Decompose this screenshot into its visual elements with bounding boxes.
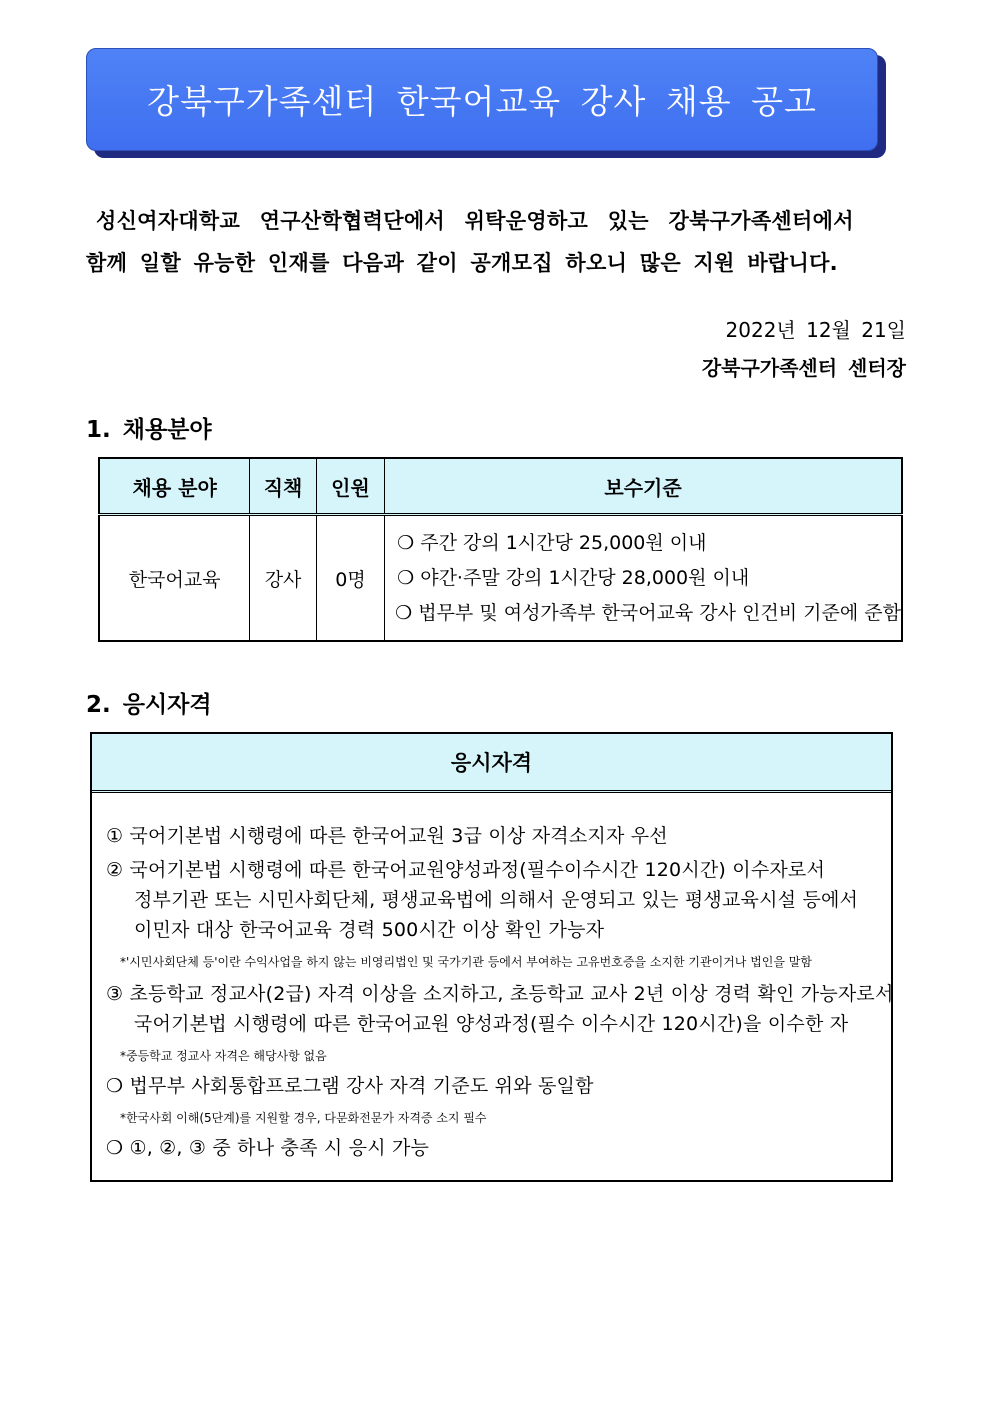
qualification-item-2-line-3: 이민자 대상 한국어교육 경력 500시간 이상 확인 가능자 (134, 919, 605, 941)
qualification-item-3-line-1: ③ 초등학교 정교사(2급) 자격 이상을 소지하고, 초등학교 교사 2년 이상 경력 확인 가능자로서 (106, 983, 894, 1005)
header-count: 인원 (316, 458, 384, 515)
notice-date: 2022년 12월 21일 (725, 318, 906, 342)
page-title: 강북구가족센터 한국어교육 강사 채용 공고 (147, 82, 817, 121)
cell-position: 강사 (250, 515, 316, 642)
qualification-item-2-note: *'시민사회단체 등'이란 수익사업을 하지 않는 비영리법인 및 국가기관 등에서 부여하는 고유번호증을 소지한 기관이거나 법인을 말함 (120, 955, 812, 969)
qualification-item-4: ❍ 법무부 사회통합프로그램 강사 자격 기준도 위와 동일함 (106, 1075, 594, 1097)
notice-signature: 강북구가족센터 센터장 (701, 356, 906, 380)
table-row (99, 515, 902, 642)
qualification-item-2-line-2: 정부기관 또는 시민사회단체, 평생교육법에 의해서 운영되고 있는 평생교육시설 등에서 (134, 889, 859, 911)
header-pay: 보수기준 (385, 458, 902, 515)
section-2-title: 2. 응시자격 (86, 692, 212, 718)
intro-line-2: 함께 일할 유능한 인재를 다음과 같이 공개모집 하오니 많은 지원 바랍니다. (86, 251, 838, 275)
qualification-item-1: ① 국어기본법 시행령에 따른 한국어교원 3급 이상 자격소지자 우선 (106, 825, 668, 847)
table-header-row (99, 458, 902, 515)
intro-line-1: 성신여자대학교 연구산학협력단에서 위탁운영하고 있는 강북구가족센터에서 (96, 209, 854, 233)
header-field: 채용 분야 (99, 458, 250, 515)
qualification-item-3-line-2: 국어기본법 시행령에 따른 한국어교원 양성과정(필수 이수시간 120시간)을 이수한 자 (134, 1013, 849, 1035)
qualification-item-4-note: *한국사회 이해(5단계)를 지원할 경우, 다문화전문가 자격증 소지 필수 (120, 1111, 487, 1125)
recruitment-table (98, 457, 903, 642)
qualification-box (90, 732, 893, 1182)
header-position: 직책 (250, 458, 316, 515)
pay-item-weekday: ❍ 주간 강의 1시간당 25,000원 이내 (397, 531, 707, 554)
qualification-item-5: ❍ ①, ②, ③ 중 하나 충족 시 응시 가능 (106, 1137, 430, 1159)
pay-item-night-weekend: ❍ 야간·주말 강의 1시간당 28,000원 이내 (397, 566, 750, 589)
qualification-header: 응시자격 (92, 734, 891, 793)
cell-field: 한국어교육 (99, 515, 250, 642)
title-banner (86, 48, 878, 151)
section-1-title: 1. 채용분야 (86, 417, 212, 443)
qualification-item-3-note: *중등학교 정교사 자격은 해당사항 없음 (120, 1049, 327, 1063)
cell-pay (385, 515, 902, 642)
qualification-item-2-line-1: ② 국어기본법 시행령에 따른 한국어교원양성과정(필수이수시간 120시간) 이수자로서 (106, 859, 826, 881)
pay-item-standard: ❍ 법무부 및 여성가족부 한국어교육 강사 인건비 기준에 준함 (395, 601, 901, 624)
cell-count: 0명 (316, 515, 384, 642)
